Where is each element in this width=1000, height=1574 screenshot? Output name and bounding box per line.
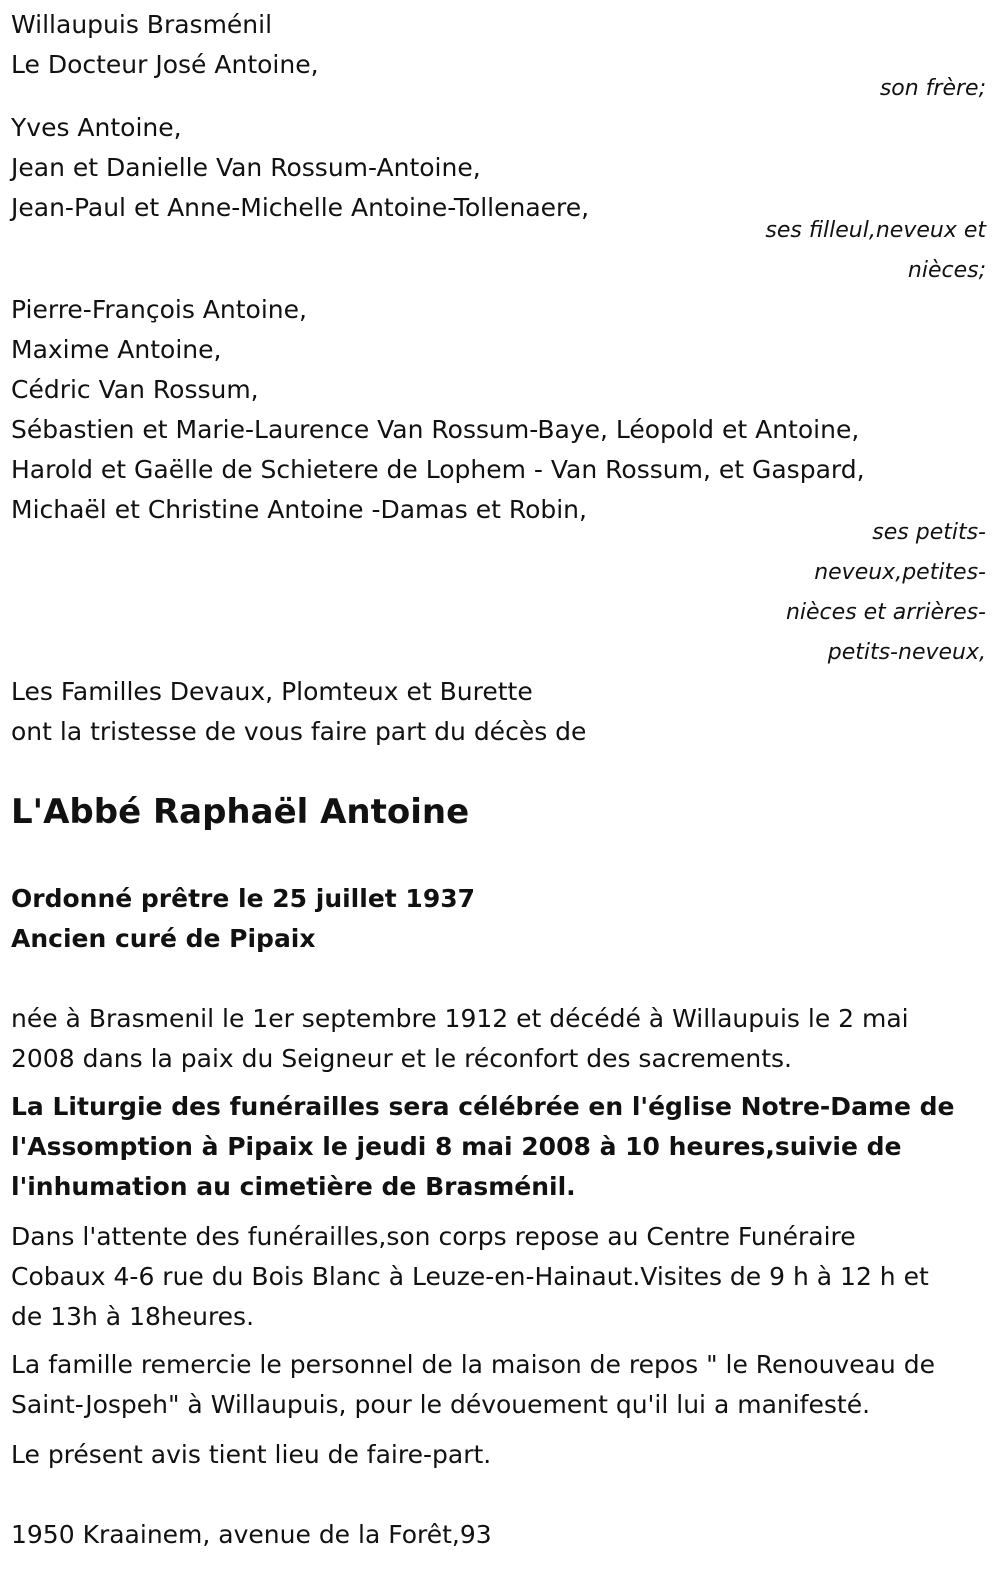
family-line: Jean et Danielle Van Rossum-Antoine, <box>11 153 481 182</box>
family-line: Cédric Van Rossum, <box>11 375 259 404</box>
announcement-line: ont la tristesse de vous faire part du décès de <box>11 717 587 746</box>
paragraph-line: Dans l'attente des funérailles,son corps repose au Centre Funéraire <box>11 1222 856 1251</box>
relation-label: ses petits- <box>872 520 986 545</box>
family-line: Harold et Gaëlle de Schietere de Lophem - Van Rossum, et Gaspard, <box>11 455 865 484</box>
relation-label: petits-neveux, <box>827 640 986 665</box>
relation-label: nièces et arrières- <box>785 600 986 625</box>
deceased-name: L'Abbé Raphaël Antoine <box>11 792 470 832</box>
family-line: Maxime Antoine, <box>11 335 222 364</box>
notice-line: Le présent avis tient lieu de faire-part. <box>11 1440 492 1469</box>
paragraph-line: née à Brasmenil le 1er septembre 1912 et décédé à Willaupuis le 2 mai <box>11 1004 909 1033</box>
title-line: Ancien curé de Pipaix <box>11 924 316 953</box>
families-line: Les Familles Devaux, Plomteux et Burette <box>11 677 533 706</box>
address-line: 1950 Kraainem, avenue de la Forêt,93 <box>11 1520 492 1549</box>
paragraph-line: Cobaux 4-6 rue du Bois Blanc à Leuze-en-Hainaut.Visites de 9 h à 12 h et <box>11 1262 929 1291</box>
relation-label: son frère; <box>879 76 986 101</box>
family-line: Yves Antoine, <box>11 113 182 142</box>
family-line: Sébastien et Marie-Laurence Van Rossum-Baye, Léopold et Antoine, <box>11 415 860 444</box>
family-line: Pierre-François Antoine, <box>11 295 307 324</box>
birth-death-paragraph <box>11 999 986 1079</box>
liturgy-paragraph <box>11 1087 986 1207</box>
paragraph-line: Saint-Jospeh" à Willaupuis, pour le dévouement qu'il lui a manifesté. <box>11 1390 871 1419</box>
visitation-paragraph <box>11 1217 986 1337</box>
family-line: Le Docteur José Antoine, <box>11 50 319 79</box>
family-line: Jean-Paul et Anne-Michelle Antoine-Tollenaere, <box>11 193 590 222</box>
title-line: Ordonné prêtre le 25 juillet 1937 <box>11 884 476 913</box>
relation-label: neveux,petites- <box>814 560 986 585</box>
paragraph-line: 2008 dans la paix du Seigneur et le réconfort des sacrements. <box>11 1044 792 1073</box>
thanks-paragraph <box>11 1345 986 1425</box>
family-line: Michaël et Christine Antoine -Damas et Robin, <box>11 495 587 524</box>
paragraph-line: La famille remercie le personnel de la maison de repos " le Renouveau de <box>11 1350 935 1379</box>
family-line: Willaupuis Brasménil <box>11 10 273 39</box>
paragraph-line: l'inhumation au cimetière de Brasménil. <box>11 1172 576 1201</box>
paragraph-line: l'Assomption à Pipaix le jeudi 8 mai 2008 à 10 heures,suivie de <box>11 1132 902 1161</box>
relation-label: ses filleul,neveux et <box>765 218 986 243</box>
paragraph-line: de 13h à 18heures. <box>11 1302 255 1331</box>
paragraph-line: La Liturgie des funérailles sera célébrée en l'église Notre-Dame de <box>11 1092 955 1121</box>
relation-label: nièces; <box>907 258 986 283</box>
